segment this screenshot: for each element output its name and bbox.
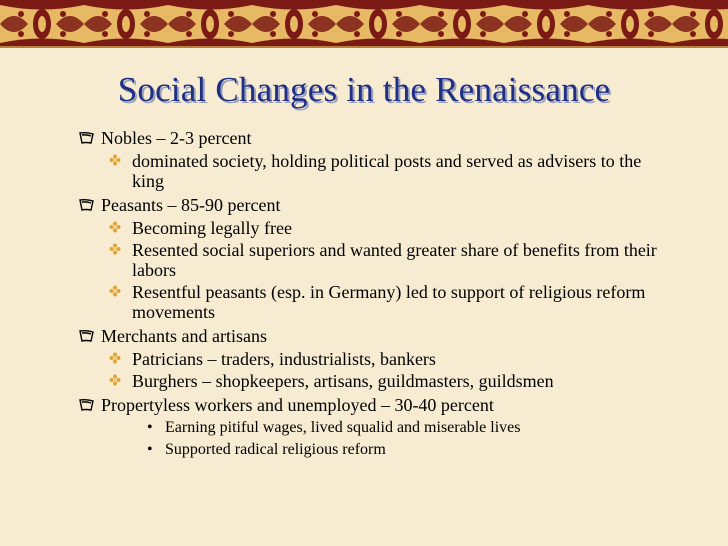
sub-bullet-text: Supported radical religious reform	[165, 441, 386, 458]
decorative-banner	[0, 0, 728, 48]
dot-bullet-icon: •	[147, 419, 153, 436]
dot-bullet-icon: •	[147, 441, 153, 458]
sub-bullet-text: Becoming legally free	[132, 218, 292, 238]
bullet-item	[0, 394, 728, 416]
sub-bullet-item	[0, 218, 728, 238]
flower-bullet-icon	[109, 154, 121, 166]
bullet-item	[0, 325, 728, 347]
scroll-bullet-icon	[79, 131, 95, 145]
sub-bullet-item	[0, 282, 728, 322]
sub-bullet-item	[0, 240, 728, 280]
sub-bullet-text: Earning pitiful wages, lived squalid and miserable lives	[165, 419, 521, 436]
sub-bullet-text: Resentful peasants (esp. in Germany) led to support of religious reform movements	[132, 282, 646, 322]
bullet-text: Peasants – 85-90 percent	[101, 195, 281, 215]
flower-bullet-icon	[109, 352, 121, 364]
bullet-text: Nobles – 2-3 percent	[101, 128, 252, 148]
scroll-bullet-icon	[79, 398, 95, 412]
sub-bullet-item	[0, 151, 728, 191]
sub-bullet-text: Resented social superiors and wanted greater share of benefits from their labors	[132, 240, 657, 280]
bullet-item	[0, 194, 728, 216]
slide-title: Social Changes in the Renaissance	[117, 70, 611, 109]
bullet-text: Merchants and artisans	[101, 326, 267, 346]
flower-bullet-icon	[109, 285, 121, 297]
flower-bullet-icon	[109, 374, 121, 386]
bullet-list	[0, 124, 728, 460]
scroll-bullet-icon	[79, 329, 95, 343]
sub-bullet-item	[0, 440, 728, 460]
scroll-bullet-icon	[79, 198, 95, 212]
sub-bullet-item	[0, 371, 728, 391]
banner-pattern-icon	[0, 0, 728, 48]
sub-bullet-text: Burghers – shopkeepers, artisans, guildmasters, guildsmen	[132, 371, 554, 391]
flower-bullet-icon	[109, 221, 121, 233]
flower-bullet-icon	[109, 243, 121, 255]
bullet-item	[0, 127, 728, 149]
sub-bullet-text: dominated society, holding political posts and served as advisers to the king	[132, 151, 642, 191]
sub-bullet-text: Patricians – traders, industrialists, bankers	[132, 349, 436, 369]
sub-bullet-item	[0, 418, 728, 438]
sub-bullet-item	[0, 349, 728, 369]
bullet-text: Propertyless workers and unemployed – 30-40 percent	[101, 395, 494, 415]
